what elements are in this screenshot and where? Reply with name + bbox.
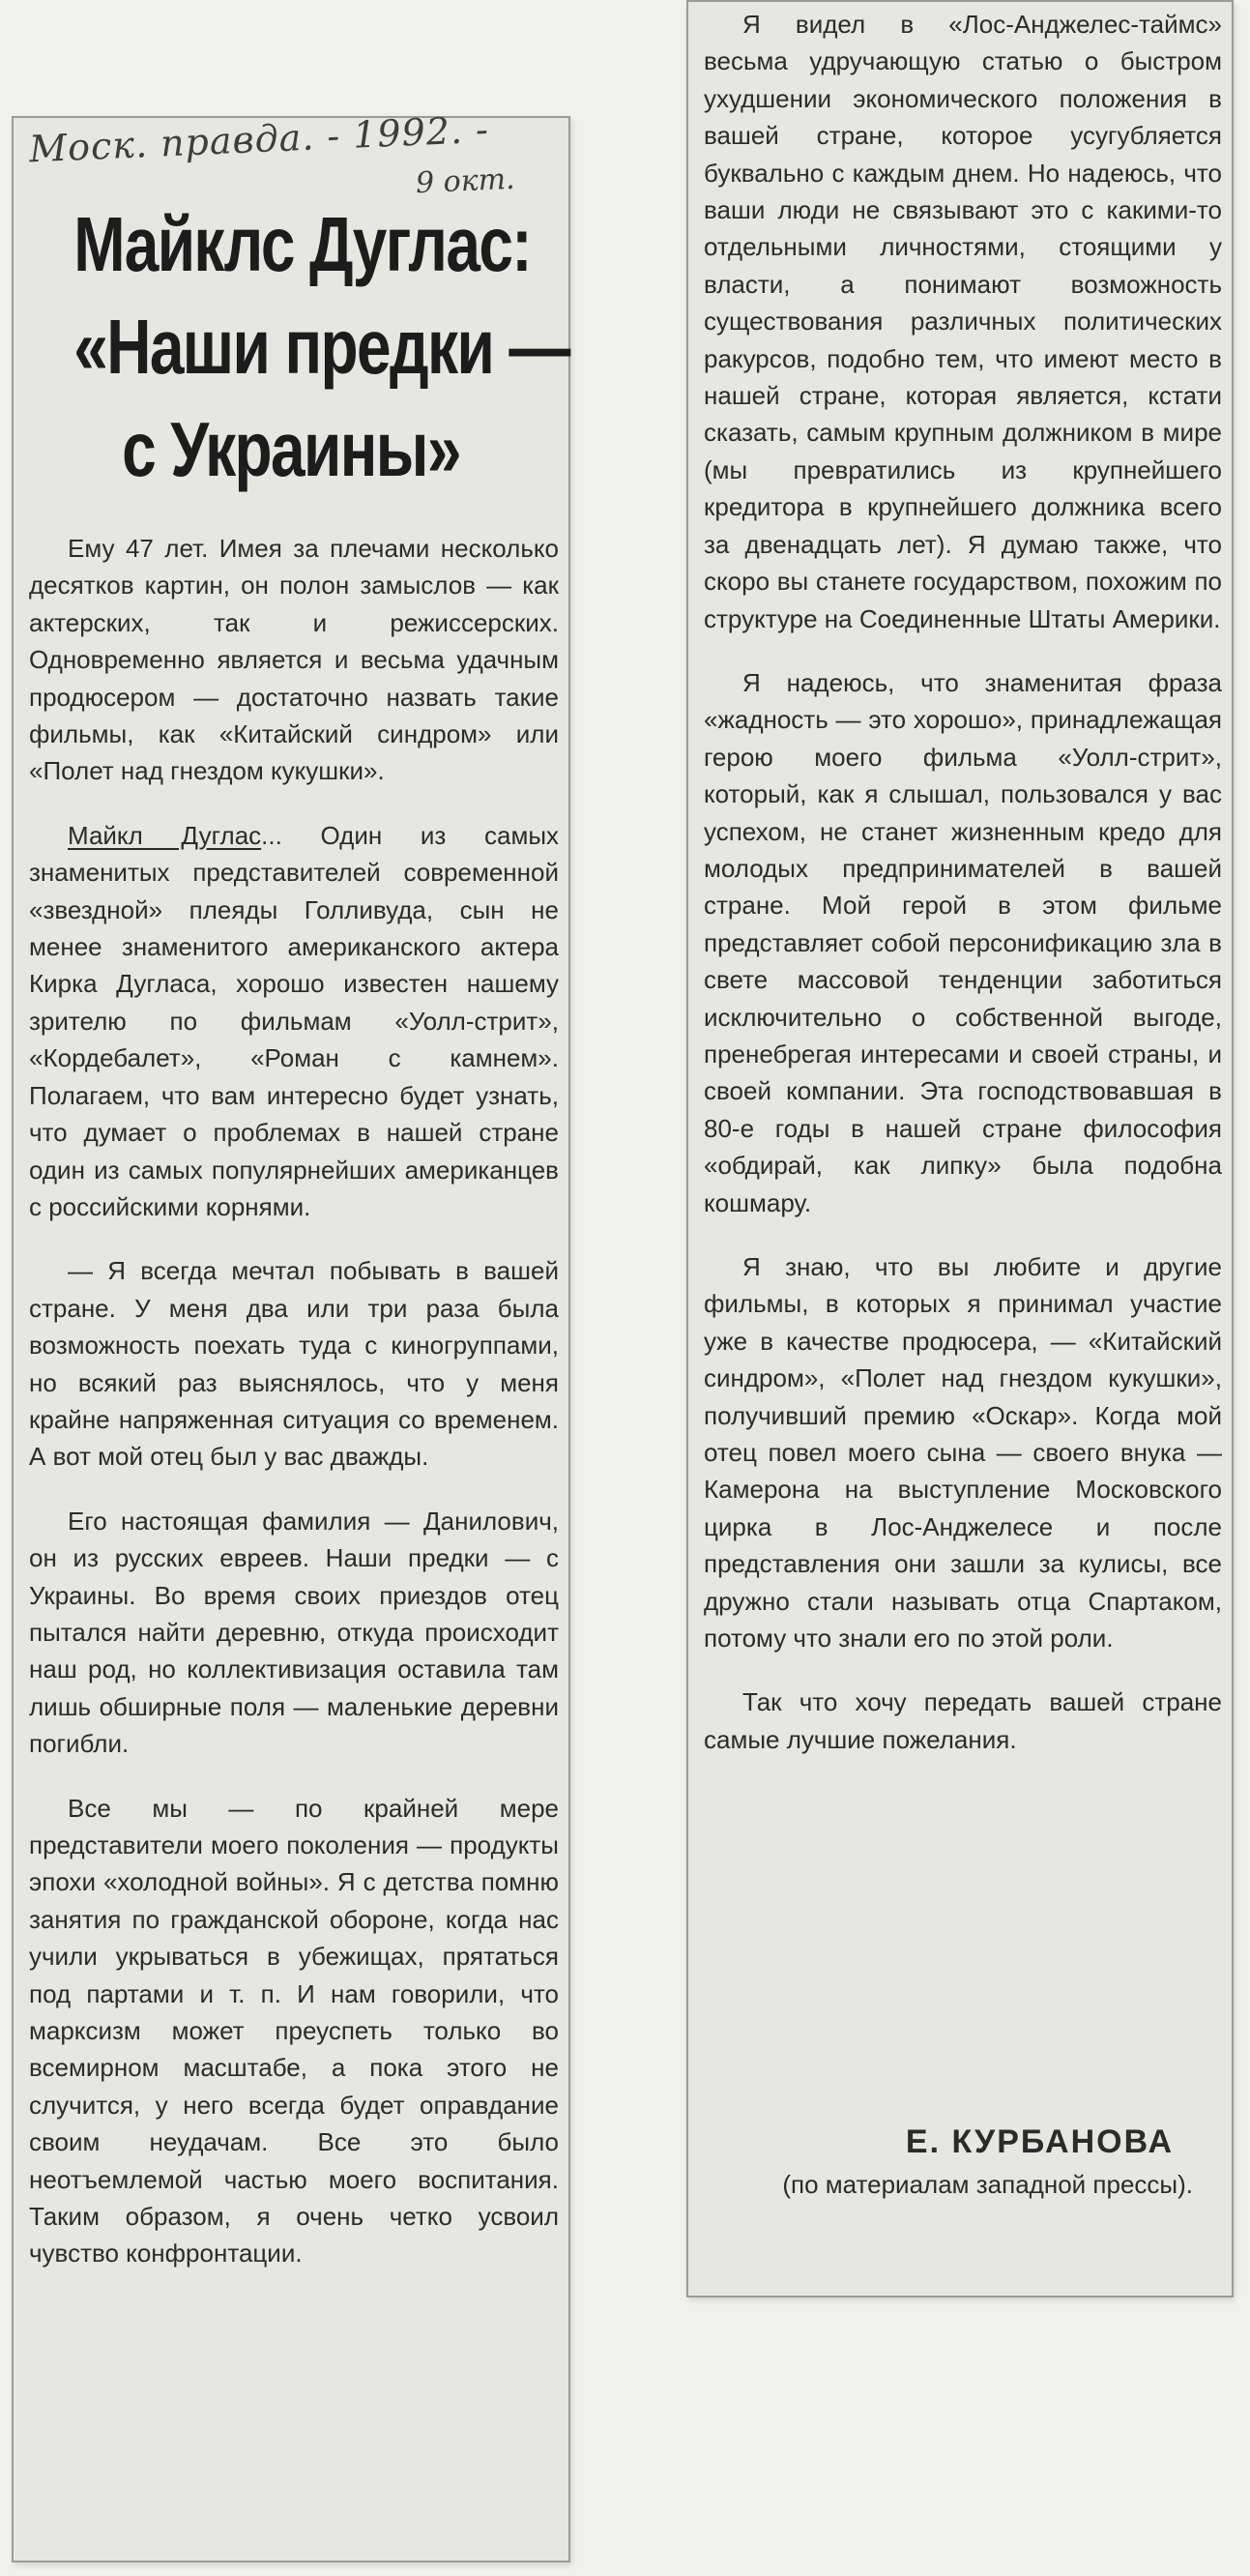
article-lead-paragraph: Ему 47 лет. Имея за плечами несколько десятков картин, он полон замыслов — как актерских, так и режиссерских. Одновременно является и весьма удачным продюсером — достаточно назвать такие фильмы, как «Китайский синдром» или «Полет над гнездом кукушки». — [29, 534, 559, 786]
author-signature: Е. КУРБАНОВА — [905, 2123, 1174, 2160]
article-paragraph: Я знаю, что вы любите и другие фильмы, в которых я принимал участие уже в качестве продюсера, — «Китайский синдром», «Полет над гнездом кукушки», получивший премию «Оскар». Когда мой отец повел моего сына — своего внука — Камерона на выступление Московского цирка в Лос-Анджелесе и после представления они зашли за кулисы, все дружно стали называть отца Спартаком, потому что знали его по этой роли. — [704, 1252, 1222, 1654]
article-paragraph: — Я всегда мечтал побывать в вашей стране. У меня два или три раза была возможность поехать туда с киногруппами, но всякий раз выяснялось, что у меня крайне напряженная ситуация со временем. А вот мой отец был у вас дважды. — [29, 1256, 559, 1472]
handwritten-date-note: 9 окт. — [415, 161, 516, 201]
article-paragraph: Я надеюсь, что знаменитая фраза «жадность — это хорошо», принадлежащая герою моего фильма «Уолл-стрит», который, как я слышал, пользовался у вас успехом, не станет жизненным кредо для молодых предпринимателей в вашей стране. Мой герой в этом фильме представляет собой персонификацию зла в свете массовой тенденции заботиться исключительно о собственной выгоде, пренебрегая интересами и своей страны, и своей компании. Эта господствовавшая в 80-е годы в нашей стране философия «обдирай, как липку» была подобна кошмару. — [704, 667, 1222, 1217]
article-paragraph: Его настоящая фамилия — Данилович, он из русских евреев. Наши предки — с Украины. Во время своих приездов отец пытался найти деревню, откуда происходит наш род, но коллективизация оставила там лишь обширные поля — маленькие деревни погибли. — [29, 1506, 559, 1759]
article-paragraph: Так что хочу передать вашей стране самые лучшие пожелания. — [704, 1687, 1222, 1754]
subject-name: Майкл Дуглас — [68, 820, 262, 850]
article-paragraph: Я видел в «Лос-Анджелес-таймс» весьма удручающую статью о быстром ухудшении экономического положения в вашей стране, которое усугубляется буквально с каждым днем. Но надеюсь, что ваши люди не связывают это с какими-то отдельными личностями, стоящими у власти, а понимают возможность существования различных политических ракурсов, подобно тем, что имеют место в нашей стране, которая является, кстати сказать, самым крупным должником в мире (мы превратились из крупнейшего кредитора в крупнейшего должника всего за двенадцать лет). Я думаю также, что скоро вы станете государством, похожим по структуре на Соединенные Штаты Америки. — [704, 10, 1222, 633]
headline-line-1: Майклс Дуглас: — [73, 201, 532, 287]
intro-text: ... Один из самых знаменитых представителей современной «звездной» плеяды Голливуда, сын не менее знаменитого американского актера Кирка Дугласа, хорошо известен нашему зрителю по фильмам «Уолл-стрит», «Кордебалет», «Роман с камнем». Полагаем, что вам интересно будет узнать, что думает о проблемах в нашей стране один из самых популярнейших американцев с российскими корнями. — [29, 820, 560, 1221]
handwritten-source-note: Моск. правда. - 1992. - — [28, 107, 490, 171]
source-note: (по материалам западной прессы). — [782, 2170, 1193, 2199]
left-text-column — [29, 530, 559, 2299]
headline-line-3: с Украины» — [122, 406, 460, 492]
article-paragraph: Все мы — по крайней мере представители моего поколения — продукты эпохи «холодной войны». Я с детства помню занятия по гражданской обороне, когда нас учили укрываться в убежищах, прятаться под партами и т. п. И нам говорили, что марксизм может преуспеть только во всемирном масштабе, а пока этого не случится, у него всегда будет оправдание своим неудачам. Все это было неотъемлемой частью моего воспитания. Таким образом, я очень четко усвоил чувство конфронтации. — [29, 1793, 559, 2269]
article-intro-paragraph — [29, 817, 559, 1225]
headline-line-2: «Наши предки — — [73, 304, 569, 390]
right-text-column — [704, 6, 1222, 1785]
article-headline — [73, 193, 569, 501]
